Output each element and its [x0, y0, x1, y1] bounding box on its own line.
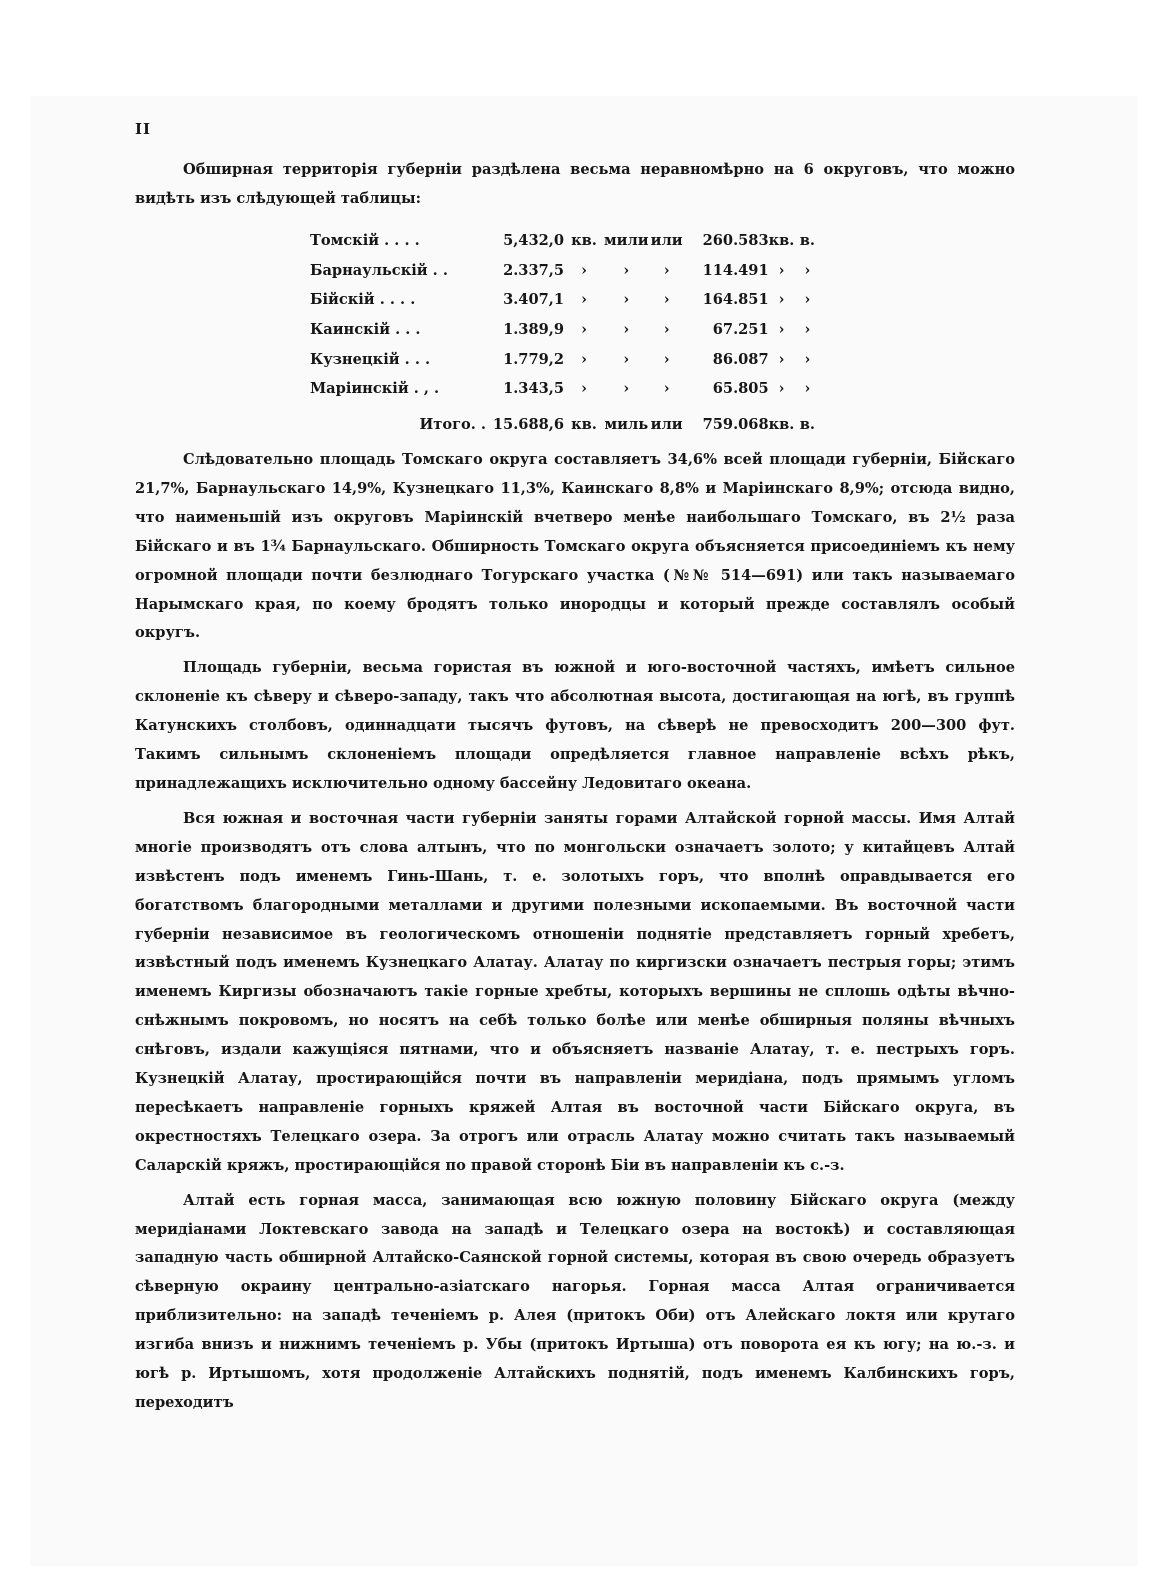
unit-cell: ›	[623, 380, 630, 398]
unit-cell: ›	[581, 291, 587, 309]
table-row	[310, 374, 820, 404]
unit-cell: ›	[663, 350, 670, 368]
district-sq-miles: 1.389,9	[503, 321, 564, 339]
unit-cell: ›	[663, 291, 670, 309]
unit-cell: ›	[623, 321, 630, 339]
total-sq-versts: 759.068	[702, 415, 769, 433]
district-sq-miles: 3.407,1	[503, 291, 564, 309]
district-name: Кузнецкій . . .	[310, 350, 431, 368]
table-row	[310, 285, 820, 315]
paragraph-area-shares: Слѣдовательно площадь Томскаго округа составляетъ 34,6% всей площади губерніи, Бійскаго 21,7%, Барнаульскаго 14,9%, Кузнецкаго 11,3%, Каинскаго 8,8% и Маріинскаго 8,9%; отсюда видно, что наименьшій изъ округовъ Маріинскій вчетверо менѣе наибольшаго Томскаго, въ 2½ раза Бійскаго и въ 1¾ Барнаульскаго. Обширность Томскаго округа объясняется присоединіемъ къ нему огромной площади почти безлюднаго Тогурскаго участка (№№ 514—691) или такъ называемаго Нарымскаго края, по коему бродятъ только инородцы и который прежде составлялъ особый округъ.	[135, 451, 1015, 642]
table-row	[310, 344, 820, 374]
unit-cell: ›	[804, 380, 811, 398]
table-row	[310, 226, 820, 256]
unit-cell: ›	[581, 321, 587, 339]
district-sq-versts: 164.851	[702, 291, 769, 309]
unit-cell: мили	[604, 232, 649, 250]
unit-cell: ›	[581, 261, 587, 279]
unit-cell: ›	[623, 261, 630, 279]
unit-cell: ›	[778, 321, 785, 339]
districts-table	[310, 226, 820, 439]
district-name: Томскій . . . .	[310, 232, 420, 250]
unit-cell: ›	[623, 350, 630, 368]
unit-cell: ›	[778, 291, 785, 309]
paragraph-altai-name: Вся южная и восточная части губерніи заняты горами Алтайской горной массы. Имя Алтай многіе производятъ отъ слова алтынъ, что по монгольски означаетъ золото; у китайцевъ Алтай извѣстенъ подъ именемъ Гинь-Шань, т. е. золотыхъ горъ, что вполнѣ оправдывается его богатствомъ благородными металлами и другими полезными ископаемыми. Въ восточной части губерніи независимое въ геологическомъ отношеніи поднятіе представляетъ горный хребетъ, извѣстный подъ именемъ Кузнецкаго Алатау. Алатау по киргизски означаетъ пестрыя горы; этимъ именемъ Киргизы обозначаютъ такіе горные хребты, которыхъ вершины не сплошь одѣты вѣчно-снѣжнымъ покровомъ, но носятъ на себѣ только болѣе или менѣе обширныя поляны вѣчныхъ снѣговъ, издали кажущіяся пятнами, что и объясняетъ названіе Алатау, т. е. пестрыхъ горъ. Кузнецкій Алатау, простирающійся почти въ направленіи меридіана, подъ прямымъ угломъ пересѣкаетъ направленіе горныхъ кряжей Алтая въ восточной части Бійскаго округа, въ окрестностяхъ Телецкаго озера. За отрогъ или отрасль Алатау можно считать такъ называемый Саларскій кряжъ, простирающійся по правой сторонѣ Біи въ направленіи къ с.-з.	[135, 809, 1015, 1174]
paragraph-relief: Площадь губерніи, весьма гористая въ южной и юго-восточной частяхъ, имѣетъ сильное склоненіе къ сѣверу и сѣверо-западу, такъ что абсолютная высота, достигающая на югѣ, въ группѣ Катунскихъ столбовъ, одиннадцати тысячъ футовъ, на сѣверѣ не превосходитъ 200—300 фут. Такимъ сильнымъ склоненіемъ площади опредѣляется главное направленіе всѣхъ рѣкъ, принадлежащихъ исключительно одному бассейну Ледовитаго океана.	[135, 659, 1015, 792]
unit-cell: ›	[581, 380, 587, 398]
district-sq-versts: 65.805	[712, 380, 769, 398]
unit-cell: кв.	[571, 232, 597, 250]
page-number: II	[135, 120, 152, 138]
unit-cell: или	[650, 415, 683, 433]
district-name: Бійскій . . . .	[310, 291, 416, 309]
intro-paragraph: Обширная территорія губерніи раздѣлена весьма неравномѣрно на 6 округовъ, что можно видѣть изъ слѣдующей таблицы:	[135, 161, 1015, 207]
book-page	[30, 96, 1138, 1566]
unit-cell: ›	[804, 291, 811, 309]
unit-cell: ›	[663, 261, 670, 279]
intro-text	[135, 156, 1015, 220]
total-row	[310, 404, 820, 440]
district-sq-miles: 5,432,0	[503, 232, 564, 250]
district-sq-versts: 86.087	[712, 350, 769, 368]
unit-cell: ›	[778, 380, 785, 398]
district-sq-versts: 67.251	[712, 321, 769, 339]
unit-cell: ›	[581, 350, 587, 368]
table-row	[310, 256, 820, 286]
table-row	[310, 315, 820, 345]
unit-cell: кв.	[768, 232, 795, 250]
body-text	[135, 446, 1015, 1424]
total-label: Итого. .	[419, 415, 486, 433]
district-name: Маріинскій . , .	[310, 380, 440, 398]
district-sq-versts: 260.583	[702, 232, 769, 250]
unit-cell: кв.	[571, 415, 597, 433]
district-name: Каинскій . . .	[310, 321, 421, 339]
unit-cell: ›	[663, 380, 670, 398]
unit-cell: в.	[799, 232, 815, 250]
district-name: Барнаульскій . .	[310, 261, 448, 279]
unit-cell: кв.	[768, 415, 795, 433]
unit-cell: ›	[804, 321, 811, 339]
district-sq-miles: 1.779,2	[503, 350, 564, 368]
unit-cell: ›	[778, 350, 785, 368]
unit-cell: ›	[663, 321, 670, 339]
unit-cell: ›	[623, 291, 630, 309]
unit-cell: ›	[804, 350, 811, 368]
district-sq-versts: 114.491	[702, 261, 769, 279]
unit-cell: ›	[778, 261, 785, 279]
district-sq-miles: 2.337,5	[503, 261, 564, 279]
district-sq-miles: 1.343,5	[503, 380, 564, 398]
unit-cell: ›	[804, 261, 811, 279]
unit-cell: миль	[604, 415, 649, 433]
total-sq-miles: 15.688,6	[492, 415, 564, 433]
paragraph-altai-mass: Алтай есть горная масса, занимающая всю южную половину Бійскаго округа (между меридіанами Локтевскаго завода на западѣ и Телецкаго озера на востокѣ) и составляющая западную часть обширной Алтайско-Саянской горной системы, которая въ свою очередь образуетъ сѣверную окраину центрально-азіатскаго нагорья. Горная масса Алтая ограничивается приблизительно: на западѣ теченіемъ р. Алея (притокъ Оби) отъ Алейскаго локтя или крутаго изгиба внизъ и нижнимъ теченіемъ р. Убы (притокъ Иртыша) отъ поворота ея къ югу; на ю.-з. и югѣ р. Иртышомъ, хотя продолженіе Алтайскихъ поднятій, подъ именемъ Калбинскихъ горъ, переходитъ	[135, 1191, 1015, 1411]
unit-cell: в.	[799, 415, 815, 433]
unit-cell: или	[650, 232, 683, 250]
